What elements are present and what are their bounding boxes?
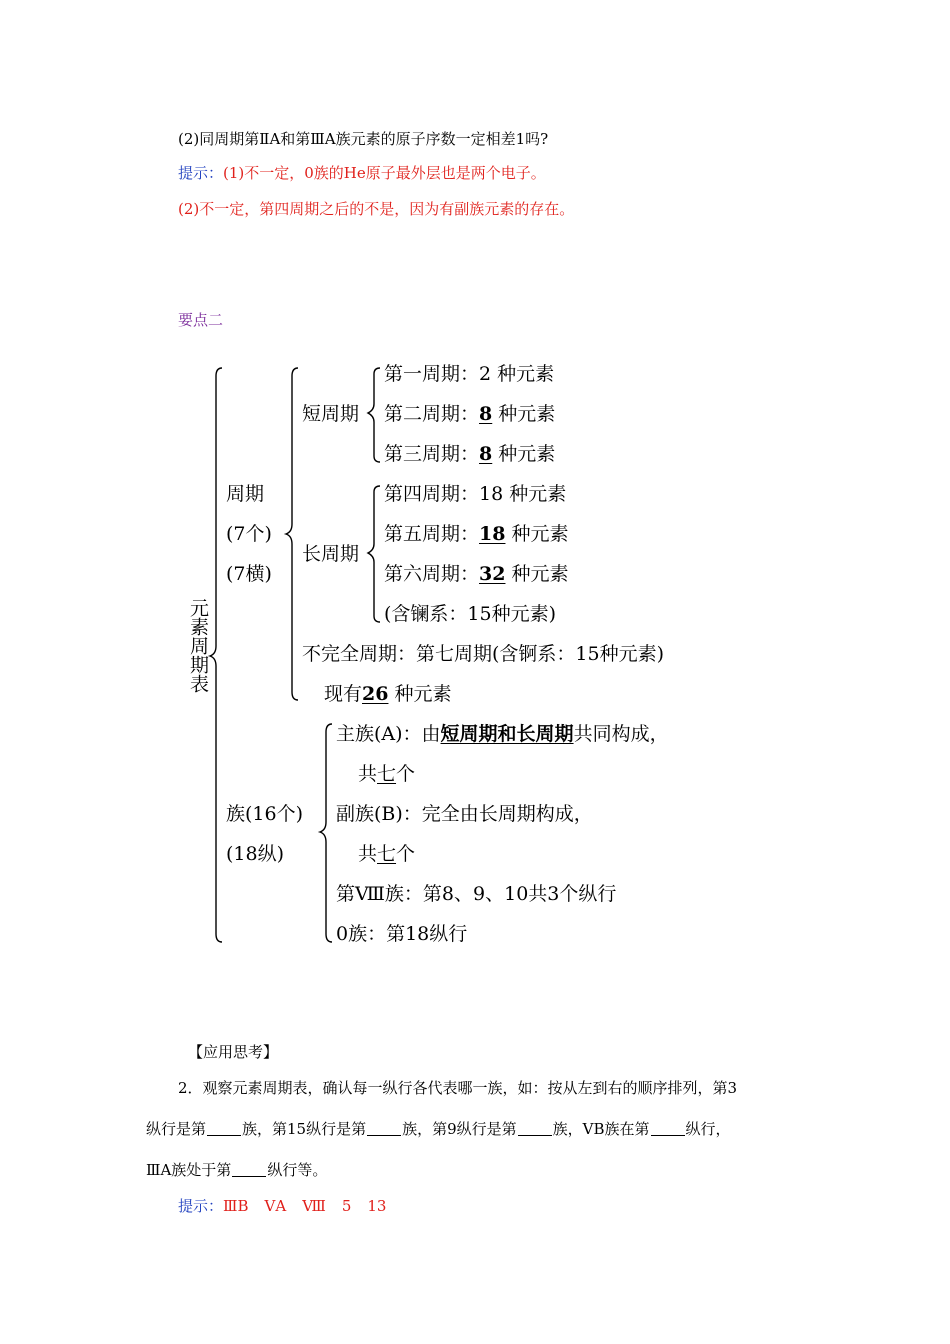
- answer-1: ⅢB: [223, 1197, 249, 1215]
- sub-count-suffix: 个: [396, 843, 416, 865]
- answer-blank-5[interactable]: [232, 1162, 266, 1177]
- period-3-row: [384, 442, 555, 466]
- main-group-suffix: 共同构成，: [573, 723, 669, 745]
- current-prefix: 现有: [324, 683, 363, 705]
- sub-group-row: 副族(B)：完全由长周期构成，: [336, 803, 593, 825]
- question-text: (2)同周期第ⅡA和第ⅢA族元素的原子序数一定相差1吗?: [178, 130, 549, 148]
- incomplete-period: 不完全周期：第七周期(含锕系：15种元素): [302, 643, 665, 665]
- group-cols: (18纵): [226, 843, 285, 865]
- group-brace: [320, 724, 332, 942]
- answer-3: Ⅷ: [302, 1197, 326, 1215]
- period-1-num: 2: [479, 363, 492, 385]
- period-4-suffix: 种元素: [509, 483, 567, 505]
- root-label: 元素周期表: [187, 598, 209, 693]
- period-5-suffix: 种元素: [511, 523, 569, 545]
- period-3-num: 8: [479, 443, 493, 465]
- q2-text-g: 纵行等。: [267, 1161, 328, 1179]
- question-2-line-3: [146, 1160, 327, 1180]
- main-count-num: 七: [377, 763, 397, 785]
- period-5-prefix: 第五周期：: [384, 523, 480, 545]
- short-period-label: 短周期: [302, 403, 360, 425]
- main-group-count: [358, 762, 415, 786]
- answer-4: 5: [341, 1197, 352, 1215]
- period-count: (7个): [226, 523, 272, 545]
- q2-text-a: 纵行是第: [146, 1120, 207, 1138]
- period-1-prefix: 第一周期：: [384, 363, 480, 385]
- group-0-row: 0族：第18纵行: [336, 923, 468, 945]
- main-group-row: [336, 722, 669, 746]
- current-num: 26: [362, 683, 389, 705]
- application-heading: 【应用思考】: [188, 1043, 279, 1061]
- q2-text-b: 族，第15纵行是第: [242, 1120, 367, 1138]
- long-period-label: 长周期: [302, 543, 360, 565]
- period-3-prefix: 第三周期：: [384, 443, 480, 465]
- period-5-row: [384, 522, 569, 546]
- period-2-suffix: 种元素: [498, 403, 556, 425]
- q2-text-e: 纵行，: [685, 1120, 731, 1138]
- period-brace: [286, 368, 298, 700]
- period-2-num: 8: [479, 403, 493, 425]
- answer-blank-2[interactable]: [367, 1121, 401, 1136]
- answer-blank-3[interactable]: [518, 1121, 552, 1136]
- q2-text-d: 族，ⅤB族在第: [552, 1120, 650, 1138]
- q2-text-f: ⅢA族处于第: [146, 1161, 232, 1179]
- hint-answers: [178, 1196, 402, 1216]
- main-group-prefix: 主族(A)：由: [336, 723, 441, 745]
- answer-2: ⅤA: [264, 1197, 287, 1215]
- main-count-suffix: 个: [396, 763, 416, 785]
- answer-5: 13: [367, 1197, 387, 1215]
- period-2-prefix: 第二周期：: [384, 403, 480, 425]
- short-period-brace: [368, 368, 380, 462]
- sub-count-num: 七: [377, 843, 397, 865]
- hint-label-2: 提示：: [178, 1197, 224, 1215]
- period-6-note: (含镧系：15种元素): [384, 603, 557, 625]
- period-4-prefix: 第四周期：: [384, 483, 480, 505]
- period-4-num: 18: [479, 483, 504, 505]
- period-rows: (7横): [226, 563, 272, 585]
- main-group-bold: 短周期和长周期: [440, 723, 574, 745]
- section-heading: 要点二: [178, 311, 224, 329]
- period-2-row: [384, 402, 555, 426]
- period-5-num: 18: [479, 523, 506, 545]
- hint-label: 提示：: [178, 164, 224, 182]
- question-2-line-2: [146, 1119, 731, 1139]
- group-label: 族(16个): [226, 803, 304, 825]
- period-1-row: [384, 362, 554, 386]
- period-1-suffix: 种元素: [497, 363, 555, 385]
- question-2-line-1: 2．观察元素周期表，确认每一纵行各代表哪一族，如：按从左到右的顺序排列，第3: [178, 1079, 738, 1097]
- period-label: 周期: [226, 483, 265, 505]
- period-3-suffix: 种元素: [498, 443, 556, 465]
- root-brace: [210, 368, 222, 942]
- group-8-row: 第Ⅷ族：第8、9、10共3个纵行: [336, 883, 617, 905]
- answer-blank-4[interactable]: [651, 1121, 685, 1136]
- period-6-row: [384, 562, 569, 586]
- hint-answer-1: (1)不一定，0族的He原子最外层也是两个电子。: [223, 164, 546, 182]
- sub-count-prefix: 共: [358, 843, 378, 865]
- period-4-row: [384, 482, 566, 506]
- current-elements: [324, 682, 452, 706]
- answer-blank-1[interactable]: [207, 1121, 241, 1136]
- current-suffix: 种元素: [394, 683, 452, 705]
- hint-answer-2: (2)不一定，第四周期之后的不是，因为有副族元素的存在。: [178, 200, 575, 218]
- period-6-suffix: 种元素: [511, 563, 569, 585]
- q2-text-c: 族，第9纵行是第: [402, 1120, 517, 1138]
- long-period-brace: [368, 486, 380, 622]
- period-6-prefix: 第六周期：: [384, 563, 480, 585]
- sub-group-count: [358, 842, 415, 866]
- main-count-prefix: 共: [358, 763, 378, 785]
- period-6-num: 32: [479, 563, 506, 585]
